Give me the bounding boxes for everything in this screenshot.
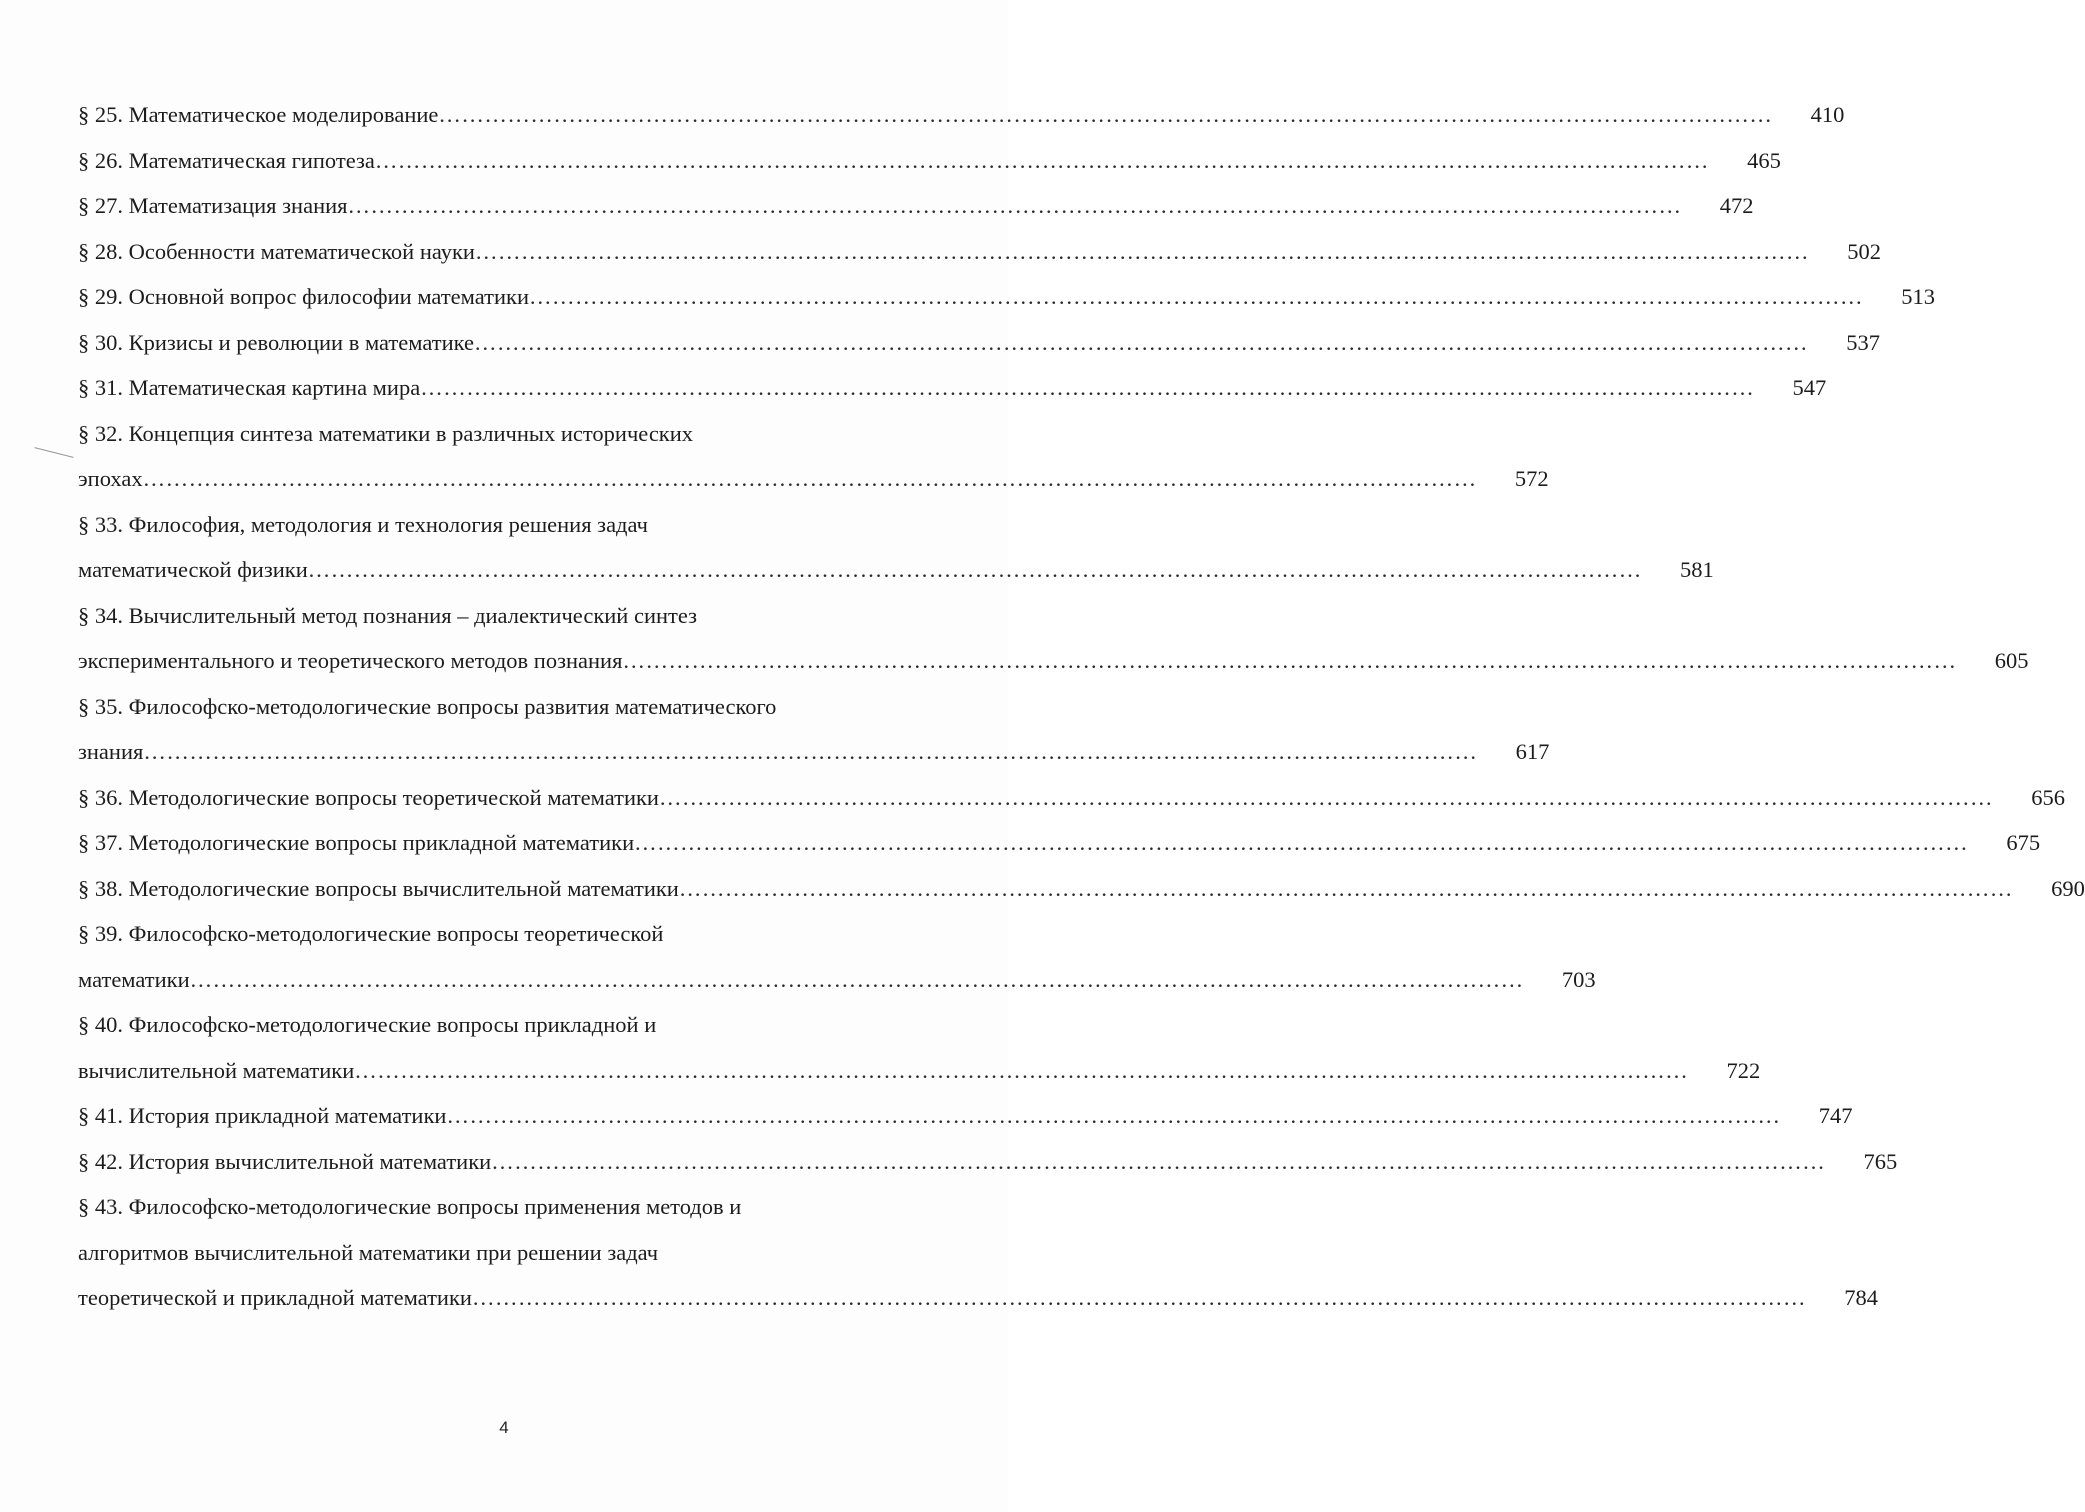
toc-entry-title: § 34. Вычислительный метод познания – диалектический синтез [78, 602, 698, 628]
toc-entry [78, 1139, 1898, 1185]
toc-page-number: 502 [1847, 238, 1881, 264]
toc-page-number: 690 [2051, 875, 2085, 901]
dot-leader: ………………………………………………………………………………………………………………………………………………………… [622, 648, 1957, 673]
dot-leader: ………………………………………………………………………………………………………………………………………………………… [420, 375, 1755, 400]
toc-entry-title: эпохах [78, 466, 143, 491]
toc-entry-line [78, 229, 1881, 275]
toc-entry-line [78, 1275, 1878, 1321]
toc-entry-line [78, 183, 1754, 229]
toc-page-number: 605 [1994, 648, 2029, 673]
dot-leader: ………………………………………………………………………………………………………………………………………………………… [446, 1103, 1781, 1128]
toc-entry-title: теоретической и прикладной математики [78, 1285, 472, 1310]
dot-leader: ………………………………………………………………………………………………………………………………………………………… [474, 238, 1809, 264]
toc-entry-title: § 35. Философско-методологические вопросы развития математического [78, 693, 777, 719]
toc-entry [78, 1002, 1761, 1093]
toc-entry [78, 274, 1935, 320]
toc-entry-title: § 27. Математизация знания [78, 193, 348, 218]
toc-entry [78, 183, 1754, 229]
toc-entry-line [78, 547, 1714, 593]
toc-entry-line [78, 1002, 971, 1048]
toc-entry [78, 593, 2029, 684]
toc-entry-title: математики [78, 966, 190, 992]
toc-entry-title: § 33. Философия, методология и технология решения задач [78, 511, 648, 537]
toc-entry-line [78, 729, 1550, 775]
toc-page-number: 765 [1863, 1148, 1898, 1174]
toc-entry-title: § 37. Методологические вопросы прикладной математики [78, 830, 635, 855]
toc-entry-title: математической физики [78, 557, 308, 582]
toc-entry-title: § 30. Кризисы и революции в математике [78, 329, 474, 355]
toc-entry-title: знания [78, 739, 144, 764]
toc-entry-line [78, 684, 971, 730]
toc-page-number: 784 [1844, 1285, 1878, 1310]
toc-entry [78, 1184, 1878, 1321]
toc-entry-line [78, 775, 2065, 821]
toc-entry [78, 411, 1549, 502]
dot-leader: ………………………………………………………………………………………………………………………………………………………… [491, 1148, 1826, 1174]
dot-leader: ………………………………………………………………………………………………………………………………………………………… [473, 329, 1808, 355]
toc-entry-line [78, 1139, 1898, 1185]
toc-page-number: 703 [1561, 966, 1596, 992]
dot-leader: ………………………………………………………………………………………………………………………………………………………… [678, 875, 2013, 901]
toc-entry-title: экспериментального и теоретического методов познания [78, 648, 623, 673]
toc-page-number: 410 [1810, 102, 1845, 127]
dot-leader: ………………………………………………………………………………………………………………………………………………………… [529, 284, 1863, 309]
dot-leader: ………………………………………………………………………………………………………………………………………………………… [143, 739, 1478, 764]
toc-entry-line [78, 1184, 971, 1230]
toc-page-number: 572 [1514, 466, 1549, 491]
toc-entry-title: § 43. Философско-методологические вопросы применения методов и [78, 1194, 742, 1219]
toc-page-number: 675 [2006, 830, 2041, 855]
toc-entry [78, 229, 1881, 275]
toc-entry-line [78, 365, 1827, 411]
toc-entry [78, 866, 2085, 912]
toc-entry [78, 820, 2041, 866]
toc-entry-line [78, 638, 2029, 684]
toc-entry [78, 911, 1596, 1002]
toc-entry-title: § 42. История вычислительной математики [78, 1148, 492, 1174]
toc-entry [78, 502, 1714, 593]
dot-leader: ………………………………………………………………………………………………………………………………………………………… [471, 1285, 1806, 1310]
toc-entry-title: алгоритмов вычислительной математики при решении задач [78, 1239, 659, 1265]
table-of-contents [78, 92, 2085, 1321]
toc-entry-title: § 32. Концепция синтеза математики в различных исторических [78, 420, 694, 446]
toc-entry [78, 1093, 1853, 1139]
dot-leader: ………………………………………………………………………………………………………………………………………………………… [189, 966, 1524, 992]
toc-entry [78, 320, 1880, 366]
toc-entry-title: § 41. История прикладной математики [78, 1103, 447, 1128]
toc-entry-line [78, 411, 971, 457]
toc-entry-line [78, 957, 1596, 1003]
toc-entry-line [78, 138, 1781, 184]
toc-page-number: 617 [1515, 739, 1550, 764]
dot-leader: ………………………………………………………………………………………………………………………………………………………… [354, 1057, 1689, 1083]
dot-leader: ………………………………………………………………………………………………………………………………………………………… [438, 102, 1773, 127]
toc-entry-title: § 25. Математическое моделирование [78, 102, 439, 127]
toc-entry-line [78, 320, 1880, 366]
toc-page-number: 537 [1846, 329, 1880, 355]
scan-artifact-line [34, 447, 73, 458]
toc-entry [78, 365, 1827, 411]
toc-entry [78, 684, 1550, 775]
toc-page-number: 722 [1726, 1057, 1761, 1083]
toc-entry-line [78, 274, 1935, 320]
toc-entry-line [78, 502, 971, 548]
toc-entry-title: § 28. Особенности математической науки [78, 238, 475, 264]
toc-entry-line [78, 866, 2085, 912]
toc-entry-title: § 39. Философско-методологические вопросы теоретической [78, 921, 664, 946]
dot-leader: ………………………………………………………………………………………………………………………………………………………… [634, 830, 1969, 855]
toc-page-number: 513 [1901, 284, 1935, 309]
toc-page-number: 581 [1680, 557, 1714, 582]
toc-page-number: 465 [1747, 147, 1781, 173]
toc-entry [78, 92, 1845, 138]
toc-entry-title: § 26. Математическая гипотеза [78, 147, 375, 173]
toc-entry-line [78, 911, 971, 957]
toc-entry-line [78, 820, 2041, 866]
toc-entry-title: § 29. Основной вопрос философии математики [78, 284, 529, 309]
toc-entry-title: § 31. Математическая картина мира [78, 375, 421, 400]
dot-leader: ………………………………………………………………………………………………………………………………………………………… [307, 557, 1642, 582]
dot-leader: ………………………………………………………………………………………………………………………………………………………… [374, 147, 1709, 173]
toc-entry-line [78, 593, 971, 639]
toc-entry-title: § 40. Философско-методологические вопросы прикладной и [78, 1012, 657, 1037]
toc-entry [78, 775, 2065, 821]
toc-entry-line [78, 456, 1549, 502]
dot-leader: ………………………………………………………………………………………………………………………………………………………… [347, 193, 1682, 218]
toc-page-number: 747 [1818, 1103, 1853, 1128]
toc-entry-line [78, 1230, 971, 1276]
toc-entry-title: вычислительной математики [78, 1057, 355, 1083]
toc-page-number: 547 [1792, 375, 1827, 400]
toc-entry-line [78, 1093, 1853, 1139]
dot-leader: ………………………………………………………………………………………………………………………………………………………… [658, 784, 1993, 810]
toc-entry [78, 138, 1781, 184]
toc-entry-title: § 38. Методологические вопросы вычислительной математики [78, 875, 679, 901]
toc-page-number: 472 [1719, 193, 1754, 218]
toc-entry-line [78, 92, 1845, 138]
toc-page-number: 656 [2031, 784, 2065, 810]
page-number: 4 [499, 1418, 509, 1437]
toc-entry-line [78, 1048, 1761, 1094]
dot-leader: ………………………………………………………………………………………………………………………………………………………… [142, 466, 1477, 491]
toc-entry-title: § 36. Методологические вопросы теоретической математики [78, 784, 659, 810]
